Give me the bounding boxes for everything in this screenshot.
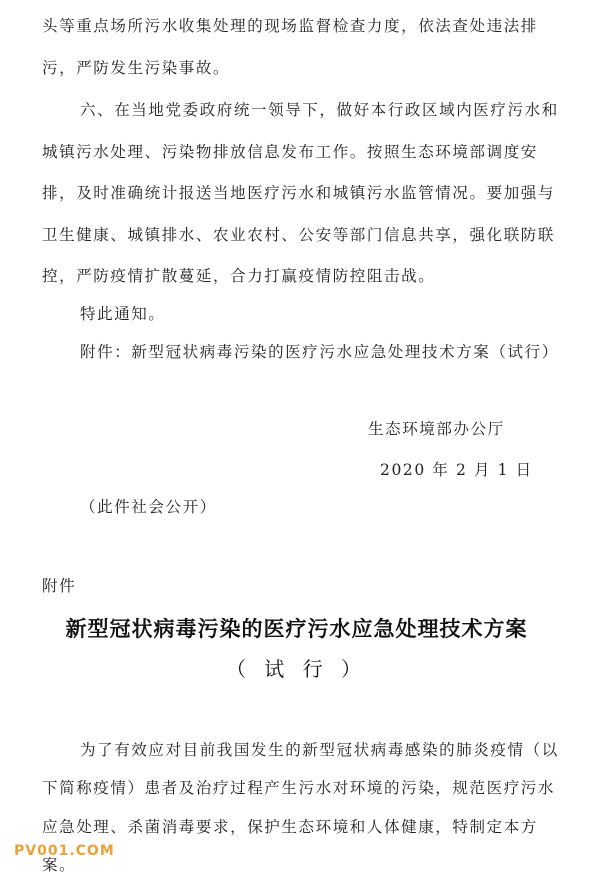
notice-line-3: 六、在当地党委政府统一领导下，做好本行政区域内医疗污水和 xyxy=(80,101,559,119)
signature: 生态环境部办公厅 xyxy=(368,420,505,438)
body-line-2: 下简称疫情）患者及治疗过程产生污水对环境的污染，规范医疗污水 xyxy=(42,779,556,797)
notice-line-2: 污，严防发生污染事故。 xyxy=(42,59,231,77)
notice-line-5: 排，及时准确统计报送当地医疗污水和城镇污水监管情况。要加强与 xyxy=(42,184,556,202)
body-line-1: 为了有效应对目前我国发生的新型冠状病毒感染的肺炎疫情（以 xyxy=(80,741,559,759)
notice-line-4: 城镇污水处理、污染物排放信息发布工作。按照生态环境部调度安 xyxy=(42,143,538,161)
attachment-label: 附件 xyxy=(42,577,77,595)
site-watermark: PV001.COM xyxy=(14,843,115,859)
notice-line-6: 卫生健康、城镇排水、农业农村、公安等部门信息共享，强化联防联 xyxy=(42,226,556,244)
body-line-3: 应急处理、杀菌消毒要求，保护生态环境和人体健康，特制定本方 xyxy=(42,818,538,836)
attachment-subtitle: （ 试 行 ） xyxy=(225,657,368,681)
notice-line-7: 控，严防疫情扩散蔓延，合力打赢疫情防控阻击战。 xyxy=(42,267,436,285)
attachment-reference: 附件：新型冠状病毒污染的医疗污水应急处理技术方案（试行） xyxy=(80,343,559,361)
notice-line-1: 头等重点场所污水收集处理的现场监督检查力度，依法查处违法排 xyxy=(42,17,538,35)
date: 2020 年 2 月 1 日 xyxy=(380,461,533,479)
closing-line: 特此通知。 xyxy=(80,305,166,323)
attachment-title: 新型冠状病毒污染的医疗污水应急处理技术方案 xyxy=(65,617,528,641)
disclosure-note: （此件社会公开） xyxy=(80,498,217,516)
body-line-4: 案。 xyxy=(42,856,77,874)
